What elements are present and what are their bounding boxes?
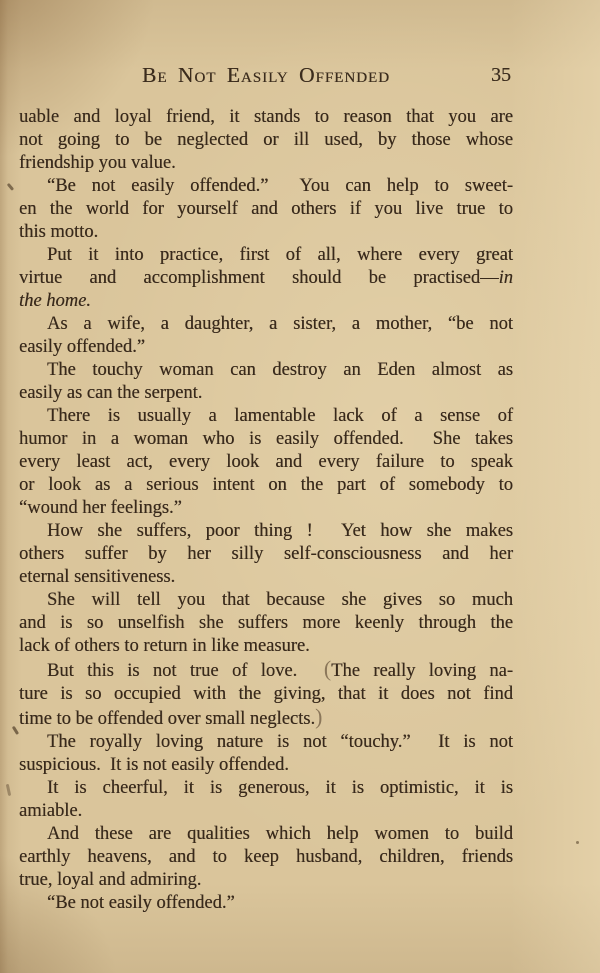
text-segment: ture is so occupied with the giving, that it does not find xyxy=(19,684,513,704)
text-line xyxy=(19,635,513,658)
text-line xyxy=(19,290,513,313)
text-segment: friendship you value. xyxy=(19,153,176,173)
text-line xyxy=(19,869,513,892)
text-segment: uable and loyal friend, it stands to reason that you are xyxy=(19,107,513,127)
page-title: Be Not Easily Offended xyxy=(142,63,390,87)
text-segment: The royally loving nature is not “touchy.” It is not xyxy=(47,732,513,752)
text-line xyxy=(19,451,513,474)
text-line xyxy=(19,777,513,800)
pencil-mark xyxy=(7,183,14,191)
pencil-annotation: ) xyxy=(315,705,323,729)
pencil-annotation: ( xyxy=(323,657,332,681)
text-line xyxy=(19,543,513,566)
text-segment: As a wife, a daughter, a sister, a mother, “be not xyxy=(47,314,513,334)
text-segment: easily as can the serpent. xyxy=(19,383,203,403)
text-line xyxy=(19,589,513,612)
text-segment: time to be offended over small neglects. xyxy=(19,709,316,729)
text-line xyxy=(19,706,513,731)
text-segment: The really loving na- xyxy=(331,661,513,681)
text-segment: “wound her feelings.” xyxy=(19,498,182,518)
text-line xyxy=(19,244,513,267)
text-segment: The touchy woman can destroy an Eden almost as xyxy=(47,360,513,380)
text-segment: and is so unselfish she suffers more keenly through the xyxy=(19,613,513,633)
text-block xyxy=(19,106,513,915)
text-line xyxy=(19,313,513,336)
text-line xyxy=(19,683,513,706)
text-segment: But this is not true of love. xyxy=(47,661,324,681)
text-segment: humor in a woman who is easily offended. She takes xyxy=(19,429,513,449)
text-line xyxy=(19,474,513,497)
text-line xyxy=(19,800,513,823)
text-line xyxy=(19,129,513,152)
text-segment: “Be not easily offended.” xyxy=(47,893,235,913)
text-segment: There is usually a lamentable lack of a sense of xyxy=(47,406,513,426)
text-line xyxy=(19,612,513,635)
text-line xyxy=(19,359,513,382)
text-line xyxy=(19,658,513,683)
text-segment: She will tell you that because she gives so much xyxy=(47,590,513,610)
text-segment: How she suffers, poor thing ! Yet how she makes xyxy=(47,521,513,541)
text-segment: amiable. xyxy=(19,801,83,821)
text-segment: easily offended.” xyxy=(19,337,146,357)
text-segment: en the world for yourself and others if you live true to xyxy=(19,199,513,219)
text-segment: earthly heavens, and to keep husband, children, friends xyxy=(19,847,513,867)
text-line xyxy=(19,731,513,754)
text-segment: It is cheerful, it is generous, it is optimistic, it is xyxy=(47,778,513,798)
text-line xyxy=(19,221,513,244)
text-segment: the home. xyxy=(19,291,91,311)
text-line xyxy=(19,152,513,175)
text-line xyxy=(19,520,513,543)
text-segment: “Be not easily offended.” You can help to sweet- xyxy=(47,176,513,196)
text-line xyxy=(19,267,513,290)
text-line xyxy=(19,823,513,846)
text-segment: lack of others to return in like measure. xyxy=(19,636,310,656)
text-line xyxy=(19,382,513,405)
text-line xyxy=(19,428,513,451)
text-line xyxy=(19,405,513,428)
page-number: 35 xyxy=(491,64,511,86)
text-line xyxy=(19,846,513,869)
text-line xyxy=(19,175,513,198)
text-segment: virtue and accomplishment should be practised— xyxy=(19,268,499,288)
text-line xyxy=(19,336,513,359)
text-segment: true, loyal and admiring. xyxy=(19,870,202,890)
text-segment: or look as a serious intent on the part of somebody to xyxy=(19,475,513,495)
text-segment: in xyxy=(498,268,513,288)
text-line xyxy=(19,892,513,915)
pencil-mark xyxy=(12,726,19,735)
text-line xyxy=(19,198,513,221)
running-header xyxy=(19,63,513,89)
text-line xyxy=(19,754,513,777)
text-segment: not going to be neglected or ill used, by those whose xyxy=(19,130,513,150)
ink-speck xyxy=(576,841,579,844)
pencil-mark xyxy=(6,784,11,796)
text-segment: others suffer by her silly self-consciousness and her xyxy=(19,544,513,564)
text-line xyxy=(19,566,513,589)
text-segment: eternal sensitiveness. xyxy=(19,567,176,587)
text-segment: suspicious. It is not easily offended. xyxy=(19,755,289,775)
text-segment: every least act, every look and every failure to speak xyxy=(19,452,513,472)
text-segment: this motto. xyxy=(19,222,99,242)
text-segment: And these are qualities which help women to build xyxy=(47,824,513,844)
text-line xyxy=(19,106,513,129)
text-segment: Put it into practice, first of all, where every great xyxy=(47,245,513,265)
text-line xyxy=(19,497,513,520)
